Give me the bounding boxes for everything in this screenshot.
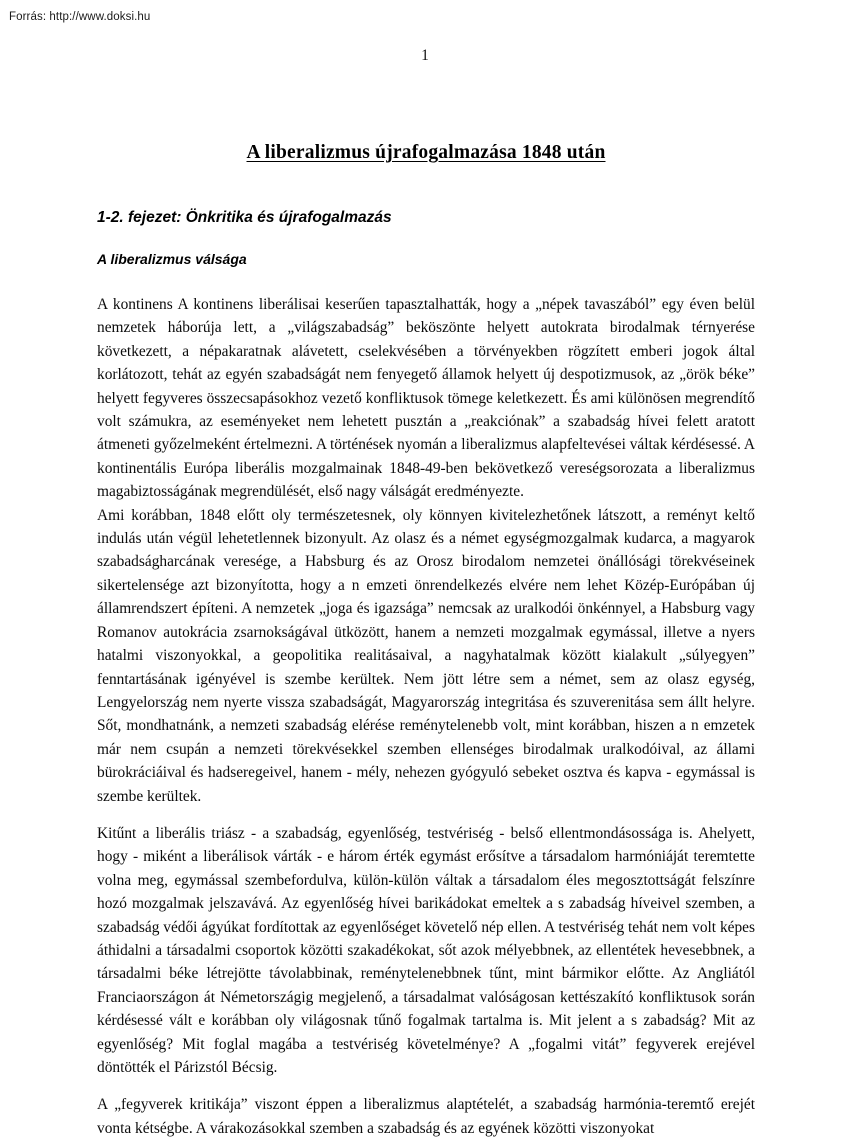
page-title: A liberalizmus újrafogalmazása 1848 után — [246, 142, 606, 163]
body-paragraph: A „fegyverek kritikája” viszont éppen a liberalizmus alaptételét, a szabadság harmónia-teremtő erejét vonta kétségbe. A várakozásokkal szemben a szabadság és az egyének közötti viszonyokat — [97, 1096, 755, 1137]
document-body — [97, 140, 755, 1140]
chapter-heading: 1-2. fejezet: Önkritika és újrafogalmazás — [97, 209, 392, 226]
spacer — [97, 1079, 755, 1093]
body-paragraph: Kitűnt a liberális triász - a szabadság, egyenlőség, testvériség - belső ellentmondásossága is. Ahelyett, hogy - miként a liberálisok várták - e három érték egymást erősítve a társadalom harmóniáját teremtette volna meg, egymással szembefordulva, külön-külön váltak a társadalom éles megosztottságát felszínre hozó mozgalmak jelszavává. Az egyenlőség hívei barikádokat emeltek a s zabadság híveivel szemben, a szabadság védői ágyúkat fordítottak az egyenlőséget követelő nép ellen. A testvériség tehát nem volt képes áthidalni a társadalmi csoportok közötti szakadékokat, sőt azok mélyebbnek, az ellentétek hevesebbnek, a társadalmi béke létrejötte távolabbinak, reménytelenebbnek tűnt, mint bármikor előtte. Az Angliától Franciaországon át Németországig megjelenő, a társadalmat valóságosan kettészakító konfliktusok során kérdésessé vált e korábban oly világosnak tűnő fogalmak tartalma is. Mit jelent a s zabadság? Mit az egyenlőség? Mit foglal magába a testvériség követelménye? A „fogalmi vitát” fegyverek erejével döntötték el Párizstól Bécsig. — [97, 824, 755, 1076]
section-heading: A liberalizmus válsága — [97, 251, 247, 267]
spacer — [97, 269, 755, 293]
spacer — [97, 228, 755, 250]
body-paragraph: A kontinens A kontinens liberálisai keserűen tapasztalhatták, hogy a „népek tavaszából” egy éven belül nemzetek háborúja lett, a „világszabadság” beköszönte helyett autokrata birodalmak térnyerése következett, a népakaratnak alávetett, cselekvésében a törvényekben rögzített emberi jogok által korlátozott, tehát az egyén szabadságát nem fenyegető államok helyett új despotizmusok, az „örök béke” helyett fegyveres összecsapásokhoz vezető konfliktusok tömege keletkezett. És ami különösen megrendítő volt számukra, az eseményeket nem lehetett pusztán a „reakciónak” a szabadság hívei felett aratott átmeneti győzelmeként értelmezni. A történések nyomán a liberalizmus alapfeltevései váltak kérdésessé. A kontinentális Európa liberális mozgalmainak 1848-49-ben bekövetkező vereségsorozata a liberalizmus magabiztosságának megrendülését, első nagy válságát eredményezte. — [97, 296, 755, 501]
spacer — [97, 808, 755, 822]
spacer — [97, 166, 755, 208]
source-watermark: Forrás: http://www.doksi.hu — [9, 11, 151, 23]
body-paragraph: Ami korábban, 1848 előtt oly természetesnek, oly könnyen kivitelezhetőnek látszott, a reményt keltő indulás után végül lehetetlennek bizonyult. Az olasz és a német egységmozgalmak kudarca, a magyarok szabadságharcának veresége, a Habsburg és az Orosz birodalom nemzetei önállósági törekvéseinek sikertelensége azt bizonyította, hogy a n emzeti önrendelkezés elvére nem lehet Közép-Európában új államrendszert építeni. A nemzetek „joga és igazsága” nemcsak az uralkodói önkénnyel, a Habsburg vagy Romanov autokrácia zsarnokságával ütközött, hanem a nemzeti mozgalmak egymással, illetve a nyers hatalmi viszonyokkal, a geopolitika realitásaival, a nagyhatalmak között kialakult „súlyegyen” fenntartásának igényével is szembe kerültek. Nem jött létre sem a német, sem az olasz egység, Lengyelország nem nyerte vissza szabadságát, Magyarország integritása és szuverenitása sem állt helyre. Sőt, mondhatnánk, a nemzeti szabadság elérése reménytelenebb volt, mint korábban, hiszen a n emzetek már nem csupán a nemzeti törekvésekkel szemben ellenséges birodalmak uralkodóival, az állami bürokráciáival és hadseregeivel, hanem - mély, nehezen gyógyuló sebeket osztva és kapva - egymással is szembe kerültek. — [97, 506, 755, 805]
page-number: 1 — [421, 47, 429, 64]
